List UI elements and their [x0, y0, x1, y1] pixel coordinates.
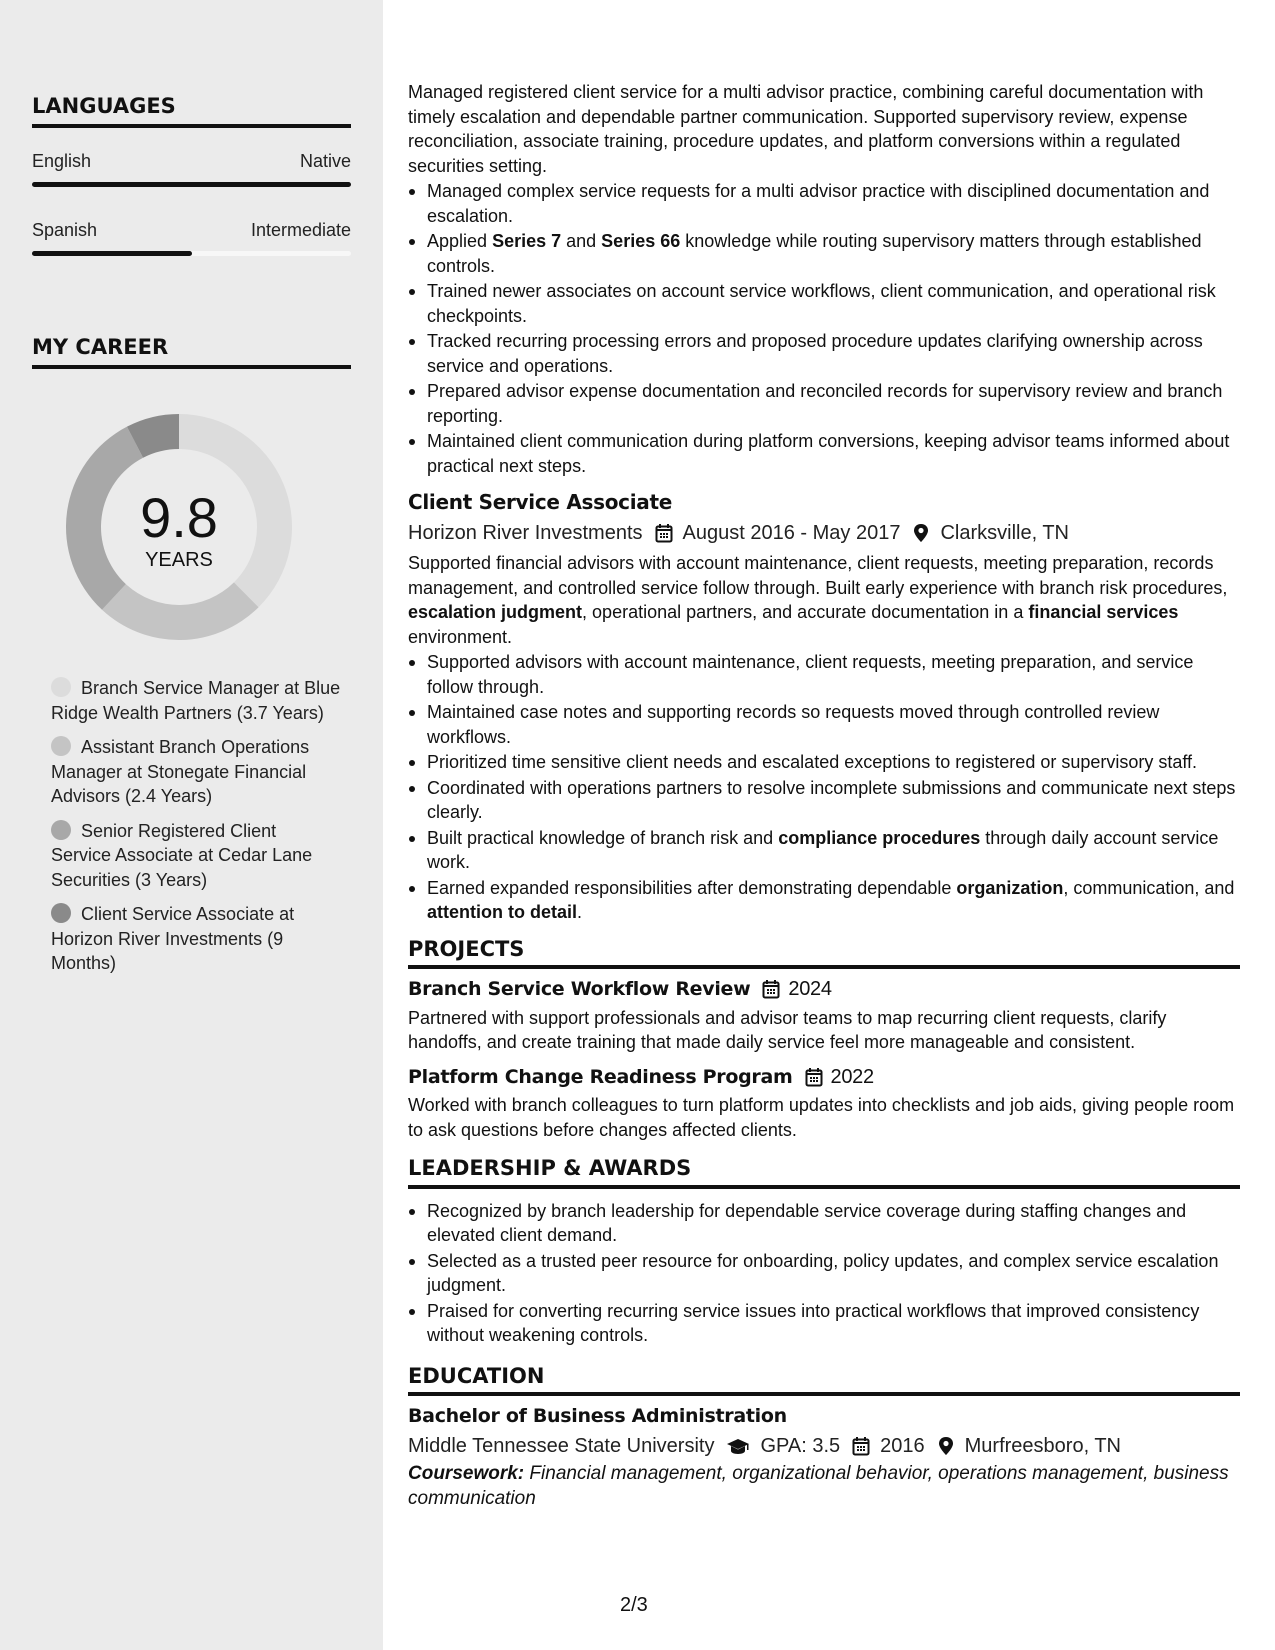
job-location: Clarksville, TN	[940, 521, 1069, 544]
calendar-icon	[655, 523, 673, 543]
bullet-bold: attention to detail	[427, 902, 577, 922]
calendar-icon	[762, 979, 780, 999]
sidebar	[0, 0, 383, 1650]
career-section	[32, 335, 351, 369]
graduation-cap-icon	[726, 1436, 750, 1456]
awards-heading: LEADERSHIP & AWARDS	[408, 1156, 1240, 1189]
awards-list	[408, 1199, 1240, 1348]
project-description: Worked with branch colleagues to turn platform updates into checklists and job aids, giving people room to ask questions before changes affected clients.	[408, 1095, 1235, 1140]
bullet-bold: Series 7	[492, 231, 562, 251]
project-title-row	[408, 977, 1240, 1002]
project-year: 2024	[788, 978, 832, 1000]
award-item: Selected as a trusted peer resource for onboarding, policy updates, and complex service escalation judgment.	[408, 1249, 1240, 1298]
bullet-text: Earned expanded responsibilities after demonstrating dependable	[427, 877, 957, 898]
location-pin-icon	[912, 523, 930, 543]
bullet-item	[408, 826, 1240, 875]
legend-item	[51, 819, 341, 893]
bullet-item	[408, 229, 1240, 278]
legend-label: Client Service Associate at Horizon River Investments (9 Months)	[51, 904, 295, 973]
calendar-icon	[805, 1067, 823, 1087]
legend-item	[51, 902, 341, 976]
school-location: Murfreesboro, TN	[964, 1434, 1121, 1457]
school-name: Middle Tennessee State University	[408, 1434, 715, 1457]
job-summary	[408, 551, 1240, 649]
language-name: English	[32, 151, 92, 171]
page-number: 2/3	[620, 1594, 648, 1616]
legend-dot	[51, 820, 71, 840]
summary-text: environment.	[408, 626, 513, 647]
languages-heading: LANGUAGES	[32, 94, 351, 128]
bullet-text: knowledge while routing supervisory matters through established controls.	[427, 231, 1202, 276]
job-meta	[408, 521, 1240, 546]
bullet-item: Trained newer associates on account service workflows, client communication, and operational risk checkpoints.	[408, 279, 1240, 328]
job-summary: Managed registered client service for a multi advisor practice, combining careful documentation with timely escalation and dependable partner communication. Supported supervisory review, expense reconciliation, associate training, procedure updates, and platform conversions within a regulated securities setting.	[408, 82, 1204, 176]
summary-text: Supported financial advisors with account maintenance, client requests, meeting preparation, records management, and controlled service follow through. Built early experience with branch risk procedures,	[408, 553, 1228, 598]
bullet-item: Maintained case notes and supporting records so requests moved through controlled review workflows.	[408, 700, 1240, 749]
legend-item	[51, 676, 341, 725]
coursework-label: Coursework:	[408, 1463, 525, 1484]
bullet-bold: compliance procedures	[778, 827, 981, 848]
language-row	[32, 220, 351, 241]
bullet-item: Tracked recurring processing errors and proposed procedure updates clarifying ownership across service and operations.	[408, 329, 1240, 378]
project-title: Platform Change Readiness Program	[408, 1065, 793, 1088]
bullet-item: Prepared advisor expense documentation and reconciled records for supervisory review and branch reporting.	[408, 379, 1240, 428]
job-dates: August 2016 - May 2017	[682, 521, 901, 544]
bullet-text: Applied	[427, 231, 493, 251]
donut-segment-2	[102, 582, 259, 640]
project-title-row	[408, 1065, 1240, 1090]
bullet-item: Supported advisors with account maintenance, client requests, meeting preparation, and service follow through.	[408, 650, 1240, 699]
language-bar-fill	[32, 182, 351, 187]
bullet-text: .	[577, 902, 583, 922]
career-heading: MY CAREER	[32, 335, 351, 369]
bullet-item: Maintained client communication during platform conversions, keeping advisor teams informed about practical next steps.	[408, 429, 1240, 478]
bullet-text: , communication, and	[1063, 877, 1235, 898]
bullet-bold: Series 66	[601, 231, 681, 251]
job-bullets	[408, 179, 1240, 478]
career-total-value: 9.8	[140, 486, 218, 549]
summary-bold: financial services	[1028, 602, 1179, 622]
legend-dot	[51, 903, 71, 923]
legend-dot	[51, 736, 71, 756]
legend-label: Branch Service Manager at Blue Ridge Wealth Partners (3.7 Years)	[51, 678, 341, 723]
legend-label: Senior Registered Client Service Associate at Cedar Lane Securities (3 Years)	[51, 820, 313, 890]
project-description: Partnered with support professionals and advisor teams to map recurring client requests, clarify handoffs, and create training that made daily service feel more manageable and consistent.	[408, 1007, 1167, 1052]
project-title: Branch Service Workflow Review	[408, 978, 751, 1000]
legend-item	[51, 735, 341, 809]
language-name: Spanish	[32, 220, 98, 240]
main-content	[408, 80, 1240, 1511]
bullet-bold: organization	[956, 877, 1064, 898]
career-total-unit: YEARS	[145, 549, 213, 571]
language-bar	[32, 251, 351, 256]
languages-section	[32, 94, 351, 256]
coursework-text: Financial management, organizational behavior, operations management, business communication	[408, 1463, 1229, 1509]
gpa: GPA: 3.5	[760, 1434, 841, 1457]
bullet-item: Prioritized time sensitive client needs and escalated exceptions to registered or supervisory staff.	[408, 750, 1240, 775]
education-heading: EDUCATION	[408, 1364, 1240, 1397]
degree-title: Bachelor of Business Administration	[408, 1405, 787, 1427]
job-bullets	[408, 650, 1240, 925]
summary-text: , operational partners, and accurate documentation in a	[582, 602, 1029, 622]
project-year: 2022	[830, 1065, 874, 1088]
career-donut-chart	[66, 414, 292, 640]
bullet-item: Coordinated with operations partners to resolve incomplete submissions and communicate next steps clearly.	[408, 776, 1240, 825]
award-item: Praised for converting recurring service issues into practical workflows that improved consistency without weakening controls.	[408, 1299, 1240, 1348]
bullet-item: Managed complex service requests for a multi advisor practice with disciplined documentation and escalation.	[408, 179, 1240, 228]
language-bar-fill	[32, 251, 192, 256]
language-row	[32, 151, 351, 172]
projects-heading: PROJECTS	[408, 937, 1240, 970]
graduation-year: 2016	[880, 1434, 925, 1457]
summary-bold: escalation judgment	[408, 602, 583, 622]
coursework	[408, 1462, 1240, 1511]
job-title: Client Service Associate	[408, 490, 672, 514]
career-legend	[51, 676, 341, 986]
bullet-item	[408, 876, 1240, 925]
company-name: Horizon River Investments	[408, 521, 643, 544]
language-bar	[32, 182, 351, 187]
location-pin-icon	[937, 1436, 955, 1456]
legend-label: Assistant Branch Operations Manager at Stonegate Financial Advisors (2.4 Years)	[51, 737, 310, 806]
education-meta	[408, 1434, 1240, 1459]
award-item: Recognized by branch leadership for dependable service coverage during staffing changes and elevated client demand.	[408, 1199, 1240, 1248]
language-level: Native	[299, 151, 351, 171]
calendar-icon	[852, 1436, 870, 1456]
bullet-text: Built practical knowledge of branch risk and	[427, 827, 779, 848]
legend-dot	[51, 677, 71, 697]
language-level: Intermediate	[250, 220, 351, 240]
bullet-text: through daily account service work.	[427, 827, 1219, 872]
bullet-text: and	[561, 231, 602, 251]
